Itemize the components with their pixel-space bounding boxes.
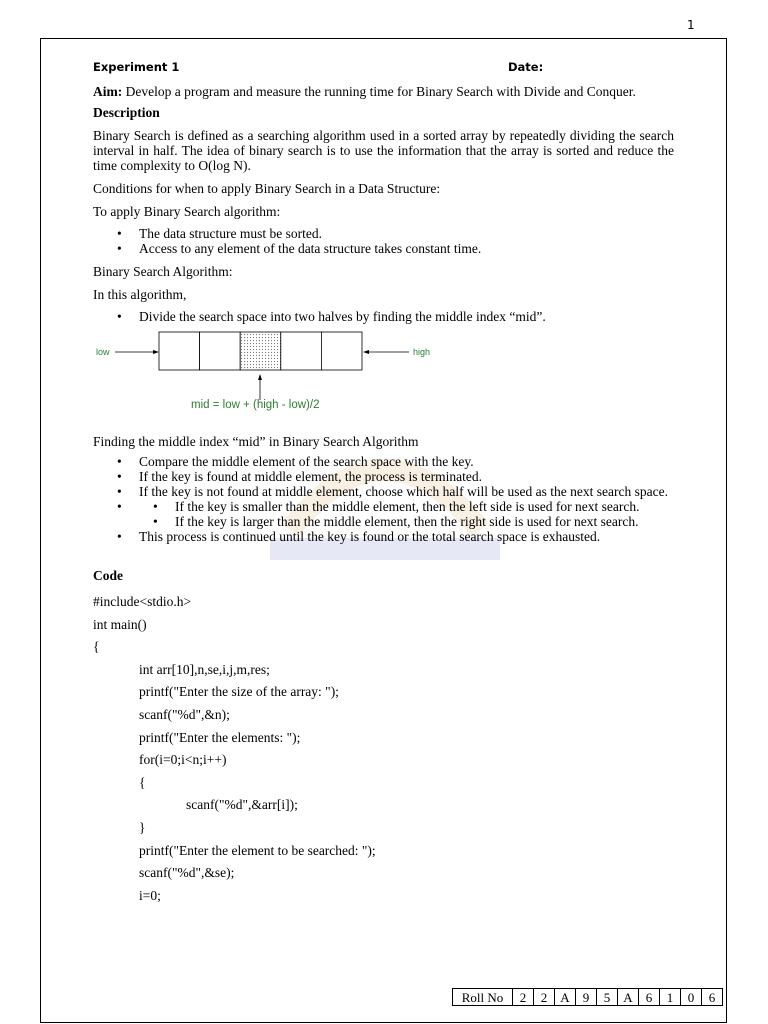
- sub-list-container: [139, 499, 674, 529]
- algorithm-line: Binary Search Algorithm:: [93, 264, 233, 279]
- code-line: #include<stdio.h>: [93, 594, 192, 609]
- roll-label: Roll No: [453, 989, 513, 1006]
- conditions-line: Conditions for when to apply Binary Search in a Data Structure:: [93, 181, 441, 196]
- aim-label: Aim:: [93, 84, 123, 99]
- low-arrowhead: [153, 350, 159, 354]
- code-line: scanf("%d",&se);: [139, 865, 235, 881]
- binary-search-diagram: [93, 330, 674, 434]
- code-line: printf("Enter the size of the array: ");: [139, 684, 339, 700]
- code-line: i=0;: [139, 887, 161, 903]
- code-line: int arr[10],n,se,i,j,m,res;: [139, 661, 270, 677]
- array-cell-mid: [240, 332, 281, 370]
- list-item: • If the key is found at middle element, the process is terminated.: [139, 469, 674, 484]
- code-line: {: [139, 774, 146, 790]
- code-line: for(i=0;i<n;i++): [139, 752, 227, 768]
- document-body: [93, 60, 674, 907]
- roll-digit: 2: [534, 989, 555, 1006]
- roll-digit: 5: [597, 989, 618, 1006]
- roll-digit: 9: [576, 989, 597, 1006]
- code-block: [93, 591, 674, 907]
- diagram-svg: [93, 330, 493, 434]
- finding-sub-bullet-list: [139, 499, 674, 529]
- mid-arrowhead: [258, 374, 262, 380]
- mid-formula: mid = low + (high - low)/2: [191, 399, 320, 411]
- aim-text: Develop a program and measure the running time for Binary Search with Divide and Conquer.: [122, 84, 636, 99]
- list-item: • Access to any element of the data structure takes constant time.: [139, 241, 674, 256]
- roll-digit: 6: [639, 989, 660, 1006]
- code-line: int main(): [93, 616, 147, 632]
- code-line: {: [93, 639, 100, 655]
- roll-number-table: [452, 988, 723, 1006]
- list-item: • • If the key is smaller than the middle element, then the left side is used for next search.: [175, 499, 674, 514]
- code-line: scanf("%d",&arr[i]);: [186, 797, 298, 813]
- description-heading: Description: [93, 105, 160, 120]
- array-cell: [159, 332, 200, 370]
- roll-digit: 2: [513, 989, 534, 1006]
- experiment-header: [93, 60, 674, 78]
- finding-line: Finding the middle index “mid” in Binary Search Algorithm: [93, 434, 419, 449]
- low-label: low: [96, 347, 110, 357]
- apply-line: To apply Binary Search algorithm:: [93, 204, 281, 219]
- apply-bullet-list: [93, 226, 674, 256]
- high-arrowhead: [363, 350, 369, 354]
- roll-digit: 1: [660, 989, 681, 1006]
- array-cell: [281, 332, 322, 370]
- page-number: 1: [687, 18, 695, 32]
- roll-digit: 6: [702, 989, 723, 1006]
- code-heading: Code: [93, 568, 123, 583]
- algo-bullet-list: [93, 309, 674, 324]
- roll-digit: A: [555, 989, 576, 1006]
- code-line: }: [139, 819, 146, 835]
- table-row: [453, 989, 723, 1006]
- finding-bullet-list: [93, 454, 674, 544]
- list-item: • Divide the search space into two halves by finding the middle index “mid”.: [139, 309, 674, 324]
- array-cell: [200, 332, 241, 370]
- high-label: high: [413, 347, 431, 357]
- in-algorithm-line: In this algorithm,: [93, 287, 187, 302]
- list-item: • The data structure must be sorted.: [139, 226, 674, 241]
- list-item: • If the key is not found at middle element, choose which half will be used as the next search space.: [139, 484, 674, 499]
- list-item: • If the key is larger than the middle element, then the right side is used for next search.: [175, 514, 674, 529]
- code-line: scanf("%d",&n);: [139, 706, 230, 722]
- roll-digit: 0: [681, 989, 702, 1006]
- date-label: Date:: [508, 60, 544, 74]
- array-cell: [321, 332, 362, 370]
- description-paragraph: Binary Search is defined as a searching algorithm used in a sorted array by repeatedly dividing the search interval in half. The idea of binary search is to use the information that the array is sorted and reduce the time complexity to O(log N).: [93, 128, 674, 173]
- aim: [93, 84, 674, 99]
- list-item: • Compare the middle element of the search space with the key.: [139, 454, 674, 469]
- code-line: printf("Enter the elements: ");: [139, 729, 301, 745]
- list-item: • This process is continued until the key is found or the total search space is exhausted.: [139, 529, 674, 544]
- roll-digit: A: [618, 989, 639, 1006]
- experiment-title: Experiment 1: [93, 60, 180, 74]
- code-line: printf("Enter the element to be searched: ");: [139, 842, 376, 858]
